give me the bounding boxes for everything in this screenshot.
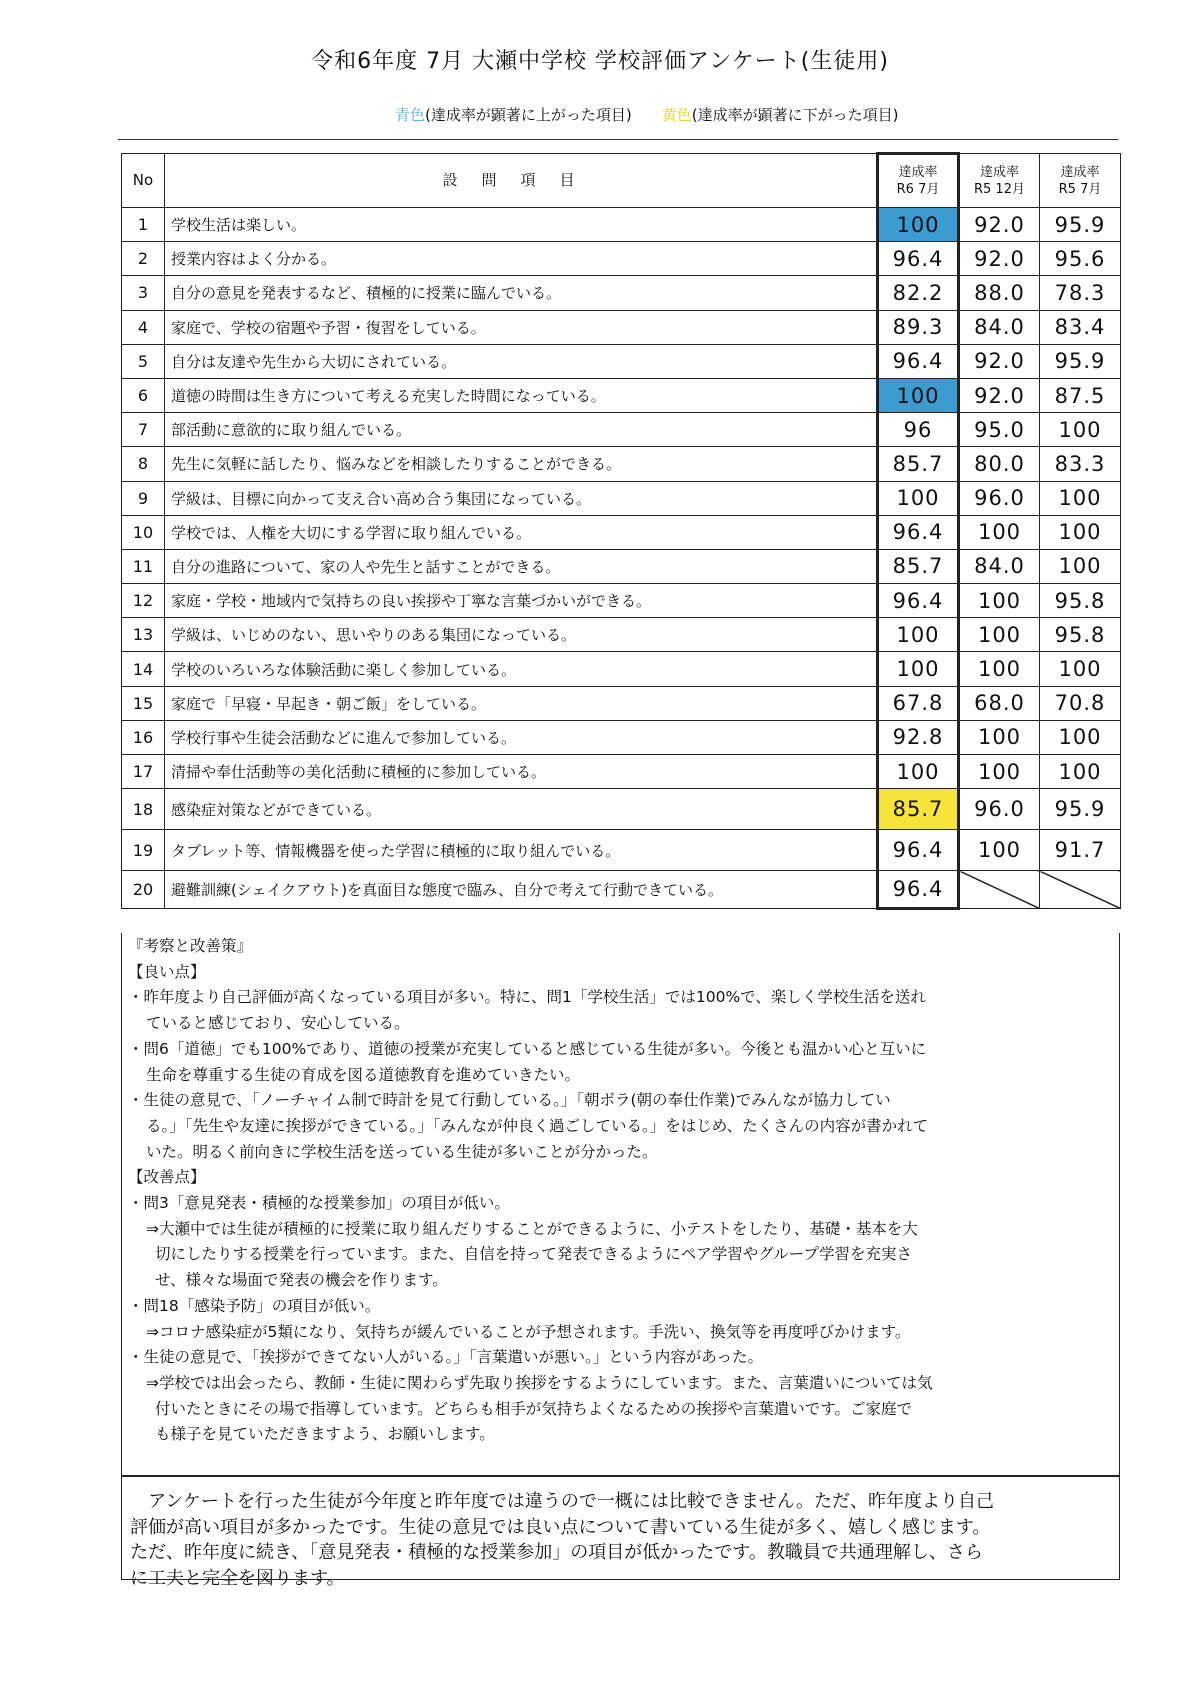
rate-r6-jul: 96.4	[878, 242, 959, 276]
table-row	[122, 755, 1121, 789]
table-row	[122, 208, 1121, 242]
rate-r5-dec: 95.0	[959, 413, 1040, 447]
rate-r5-jul: 100	[1040, 720, 1121, 754]
rate-r5-jul: 95.6	[1040, 242, 1121, 276]
table-row	[122, 276, 1121, 310]
rate-r5-jul: 95.9	[1040, 344, 1121, 378]
row-number: 10	[122, 515, 165, 549]
question-text: 部活動に意欲的に取り組んでいる。	[165, 413, 878, 447]
summary-line: ただ、昨年度に続き、「意見発表・積極的な授業参加」の項目が低かったです。教職員で共通理解し、さら	[130, 1542, 983, 1563]
analysis-notes	[121, 933, 1120, 1476]
question-text: 道徳の時間は生き方について考える充実した時間になっている。	[165, 378, 878, 412]
rate-r5-jul: 100	[1040, 413, 1121, 447]
note-line: せ、様々な場面で発表の機会を作ります。	[155, 1271, 448, 1290]
question-text: 学校では、人権を大切にする学習に取り組んでいる。	[165, 515, 878, 549]
rate-r5-jul: 78.3	[1040, 276, 1121, 310]
note-line: 【改善点】	[128, 1168, 206, 1187]
question-text: 学校のいろいろな体験活動に楽しく参加している。	[165, 652, 878, 686]
row-number: 8	[122, 447, 165, 481]
table-row	[122, 686, 1121, 720]
row-number: 13	[122, 618, 165, 652]
note-line: 【良い点】	[128, 962, 206, 981]
rate-r5-dec: 96.0	[959, 481, 1040, 515]
rate-r5-jul: 87.5	[1040, 378, 1121, 412]
note-line: 生命を尊重する生徒の育成を図る道徳教育を進めていきたい。	[146, 1065, 581, 1084]
header-r6-bottom: R6 7月	[896, 182, 940, 197]
row-number: 11	[122, 549, 165, 583]
question-text: 感染症対策などができている。	[165, 789, 878, 830]
rate-r6-jul: 96.4	[878, 584, 959, 618]
table-row	[122, 652, 1121, 686]
note-line: 切にしたりする授業を行っています。また、自信を持って発表できるようにペア学習やグループ学習を充実さ	[155, 1245, 913, 1264]
table-row	[122, 515, 1121, 549]
rate-r5-dec: 88.0	[959, 276, 1040, 310]
header-r5-dec	[959, 154, 1040, 208]
header-r6	[878, 154, 959, 208]
table-row	[122, 549, 1121, 583]
question-text: 学級は、目標に向かって支え合い高め合う集団になっている。	[165, 481, 878, 515]
divider	[118, 139, 1118, 140]
legend-blue-label: 青色	[395, 106, 426, 124]
color-legend	[395, 104, 898, 125]
rate-r5-dec: 84.0	[959, 549, 1040, 583]
rate-r5-dec: 80.0	[959, 447, 1040, 481]
note-line: ・昨年度より自己評価が高くなっている項目が多い。特に、問1「学校生活」では100%で、楽しく学校生活を送れ	[128, 988, 926, 1007]
note-line: ていると感じており、安心している。	[146, 1014, 410, 1033]
rate-r5-jul: 100	[1040, 549, 1121, 583]
header-r6-top: 達成率	[898, 165, 938, 180]
row-number: 9	[122, 481, 165, 515]
row-number: 14	[122, 652, 165, 686]
table-row	[122, 310, 1121, 344]
legend-blue-text: (達成率が顕著に上がった項目)	[425, 106, 632, 124]
header-r5-jul-bottom: R5 7月	[1058, 181, 1102, 197]
question-text: 避難訓練(シェイクアウト)を真面目な態度で臨み、自分で考えて行動できている。	[165, 871, 878, 909]
header-question: 設問項目	[165, 154, 878, 208]
rate-r5-jul: 83.4	[1040, 310, 1121, 344]
row-number: 20	[122, 871, 165, 909]
rate-r5-dec: 92.0	[959, 344, 1040, 378]
rate-r5-dec: 92.0	[959, 242, 1040, 276]
rate-r5-dec: 100	[959, 618, 1040, 652]
question-text: 自分の意見を発表するなど、積極的に授業に臨んでいる。	[165, 276, 878, 310]
note-line: ・問6「道徳」でも100%であり、道徳の授業が充実していると感じている生徒が多い。今後とも温かい心と互いに	[128, 1039, 927, 1058]
legend-yellow-text: (達成率が顕著に下がった項目)	[691, 106, 899, 124]
header-r5-dec-bottom: R5 12月	[974, 181, 1025, 197]
rate-r5-jul: 91.7	[1040, 830, 1121, 871]
table-row	[122, 584, 1121, 618]
row-number: 3	[122, 276, 165, 310]
rate-r5-jul: 100	[1040, 652, 1121, 686]
rate-r5-dec: 100	[959, 515, 1040, 549]
rate-r5-dec: 100	[959, 652, 1040, 686]
summary-line: 評価が高い項目が多かったです。生徒の意見では良い点について書いている生徒が多く、嬉しく感じます。	[130, 1516, 991, 1538]
rate-r6-jul: 89.3	[878, 310, 959, 344]
table-row	[122, 871, 1121, 909]
question-text: 家庭・学校・地域内で気持ちの良い挨拶や丁寧な言葉づかいができる。	[165, 584, 878, 618]
note-line: ・問18「感染予防」の項目が低い。	[128, 1296, 381, 1315]
question-text: タブレット等、情報機器を使った学習に積極的に取り組んでいる。	[165, 830, 878, 871]
table-header-row	[122, 154, 1121, 208]
table-row	[122, 242, 1121, 276]
note-line: ⇒大瀬中では生徒が積極的に授業に取り組んだりすることができるように、小テストをしたり、基礎・基本を大	[146, 1219, 918, 1238]
row-number: 18	[122, 789, 165, 830]
question-text: 清掃や奉仕活動等の美化活動に積極的に参加している。	[165, 755, 878, 789]
table-row	[122, 344, 1121, 378]
rate-r6-jul: 96.4	[878, 344, 959, 378]
row-number: 17	[122, 755, 165, 789]
question-text: 授業内容はよく分かる。	[165, 242, 878, 276]
rate-r5-dec: 92.0	[959, 208, 1040, 242]
note-line: ・問3「意見発表・積極的な授業参加」の項目が低い。	[128, 1194, 510, 1213]
table-row	[122, 720, 1121, 754]
note-line: ・生徒の意見で、「挨拶ができてない人がいる。」「言葉遣いが悪い。」という内容があった。	[128, 1348, 764, 1367]
rate-r6-jul: 100	[878, 481, 959, 515]
rate-r5-jul: 95.8	[1040, 584, 1121, 618]
summary-box	[121, 1476, 1120, 1589]
question-text: 自分は友達や先生から大切にされている。	[165, 344, 878, 378]
summary-line: に工夫と完全を図ります。	[130, 1567, 345, 1589]
table-row	[122, 789, 1121, 830]
rate-r5-dec: 100	[959, 830, 1040, 871]
rate-r5-dec: 92.0	[959, 378, 1040, 412]
rate-r6-jul: 67.8	[878, 686, 959, 720]
table-row	[122, 413, 1121, 447]
note-line: ⇒学校では出会ったら、教師・生徒に関わらず先取り挨拶をするようにしています。また、言葉遣いについては気	[146, 1373, 933, 1392]
note-line: も様子を見ていただきますよう、お願いします。	[155, 1425, 495, 1444]
note-line: る。」「先生や友達に挨拶ができている。」「みんなが仲良く過ごしている。」をはじめ、たくさんの内容が書かれて	[146, 1116, 929, 1135]
note-line: 付いたときにその場で指導しています。どちらも相手が気持ちよくなるための挨拶や言葉遣いです。ご家庭で	[155, 1399, 913, 1418]
note-line: いた。明るく前向きに学校生活を送っている生徒が多いことが分かった。	[146, 1142, 658, 1161]
rate-r6-jul: 92.8	[878, 720, 959, 754]
table-row	[122, 830, 1121, 871]
note-line: ・生徒の意見で、「ノーチャイム制で時計を見て行動している。」「朝ボラ(朝の奉仕作業)でみんなが協力してい	[128, 1091, 891, 1110]
row-number: 7	[122, 413, 165, 447]
row-number: 19	[122, 830, 165, 871]
rate-r5-jul: 100	[1040, 755, 1121, 789]
row-number: 4	[122, 310, 165, 344]
rate-r5-dec: 100	[959, 584, 1040, 618]
row-number: 15	[122, 686, 165, 720]
table-row	[122, 618, 1121, 652]
rate-r5-dec: 100	[959, 720, 1040, 754]
rate-r6-jul: 96	[878, 413, 959, 447]
page-title: 令和6年度 7月 大瀬中学校 学校評価アンケート(生徒用)	[311, 49, 889, 74]
rate-r5-jul	[1040, 871, 1121, 909]
question-text: 自分の進路について、家の人や先生と話すことができる。	[165, 549, 878, 583]
rate-r5-jul: 100	[1040, 481, 1121, 515]
question-text: 学校行事や生徒会活動などに進んで参加している。	[165, 720, 878, 754]
header-no: No	[122, 154, 165, 208]
header-r5-dec-top: 達成率	[979, 164, 1019, 180]
rate-r5-jul: 95.9	[1040, 208, 1121, 242]
rate-r5-dec: 100	[959, 755, 1040, 789]
note-line: ⇒コロナ感染症が5類になり、気持ちが緩んでいることが予想されます。手洗い、換気等を再度呼びかけます。	[146, 1322, 911, 1341]
question-text: 家庭で「早寝・早起き・朝ご飯」をしている。	[165, 686, 878, 720]
rate-r5-dec: 68.0	[959, 686, 1040, 720]
rate-r5-jul: 95.8	[1040, 618, 1121, 652]
row-number: 12	[122, 584, 165, 618]
legend-yellow-label: 黄色	[661, 106, 692, 124]
header-r5-jul-top: 達成率	[1060, 164, 1100, 180]
row-number: 5	[122, 344, 165, 378]
table-row	[122, 447, 1121, 481]
rate-r6-jul: 96.4	[878, 830, 959, 871]
rate-r6-jul: 100	[878, 618, 959, 652]
question-text: 学級は、いじめのない、思いやりのある集団になっている。	[165, 618, 878, 652]
header-r5-jul	[1040, 154, 1121, 208]
rate-r6-jul: 100	[878, 652, 959, 686]
question-text: 学校生活は楽しい。	[165, 208, 878, 242]
row-number: 2	[122, 242, 165, 276]
rate-r6-jul: 85.7	[878, 447, 959, 481]
rate-r6-jul: 100	[878, 378, 959, 412]
rate-r6-jul: 100	[878, 755, 959, 789]
note-line: 『考察と改善策』	[128, 937, 253, 955]
question-text: 先生に気軽に話したり、悩みなどを相談したりすることができる。	[165, 447, 878, 481]
rate-r5-dec: 84.0	[959, 310, 1040, 344]
rate-r5-jul: 83.3	[1040, 447, 1121, 481]
table-body	[122, 208, 1121, 909]
table-row	[122, 481, 1121, 515]
question-text: 家庭で、学校の宿題や予習・復習をしている。	[165, 310, 878, 344]
table-row	[122, 378, 1121, 412]
rate-r6-jul: 96.4	[878, 871, 959, 909]
row-number: 6	[122, 378, 165, 412]
rate-r5-jul: 70.8	[1040, 686, 1121, 720]
rate-r6-jul: 96.4	[878, 515, 959, 549]
row-number: 1	[122, 208, 165, 242]
rate-r5-jul: 100	[1040, 515, 1121, 549]
rate-r5-jul: 95.9	[1040, 789, 1121, 830]
rate-r6-jul: 100	[878, 208, 959, 242]
summary-line: アンケートを行った生徒が今年度と昨年度では違うので一概には比較できません。ただ、昨年度より自己	[148, 1491, 994, 1512]
rate-r6-jul: 82.2	[878, 276, 959, 310]
rate-r5-dec: 96.0	[959, 789, 1040, 830]
row-number: 16	[122, 720, 165, 754]
rate-r5-dec	[959, 871, 1040, 909]
rate-r6-jul: 85.7	[878, 789, 959, 830]
rate-r6-jul: 85.7	[878, 549, 959, 583]
survey-table	[121, 152, 1121, 910]
